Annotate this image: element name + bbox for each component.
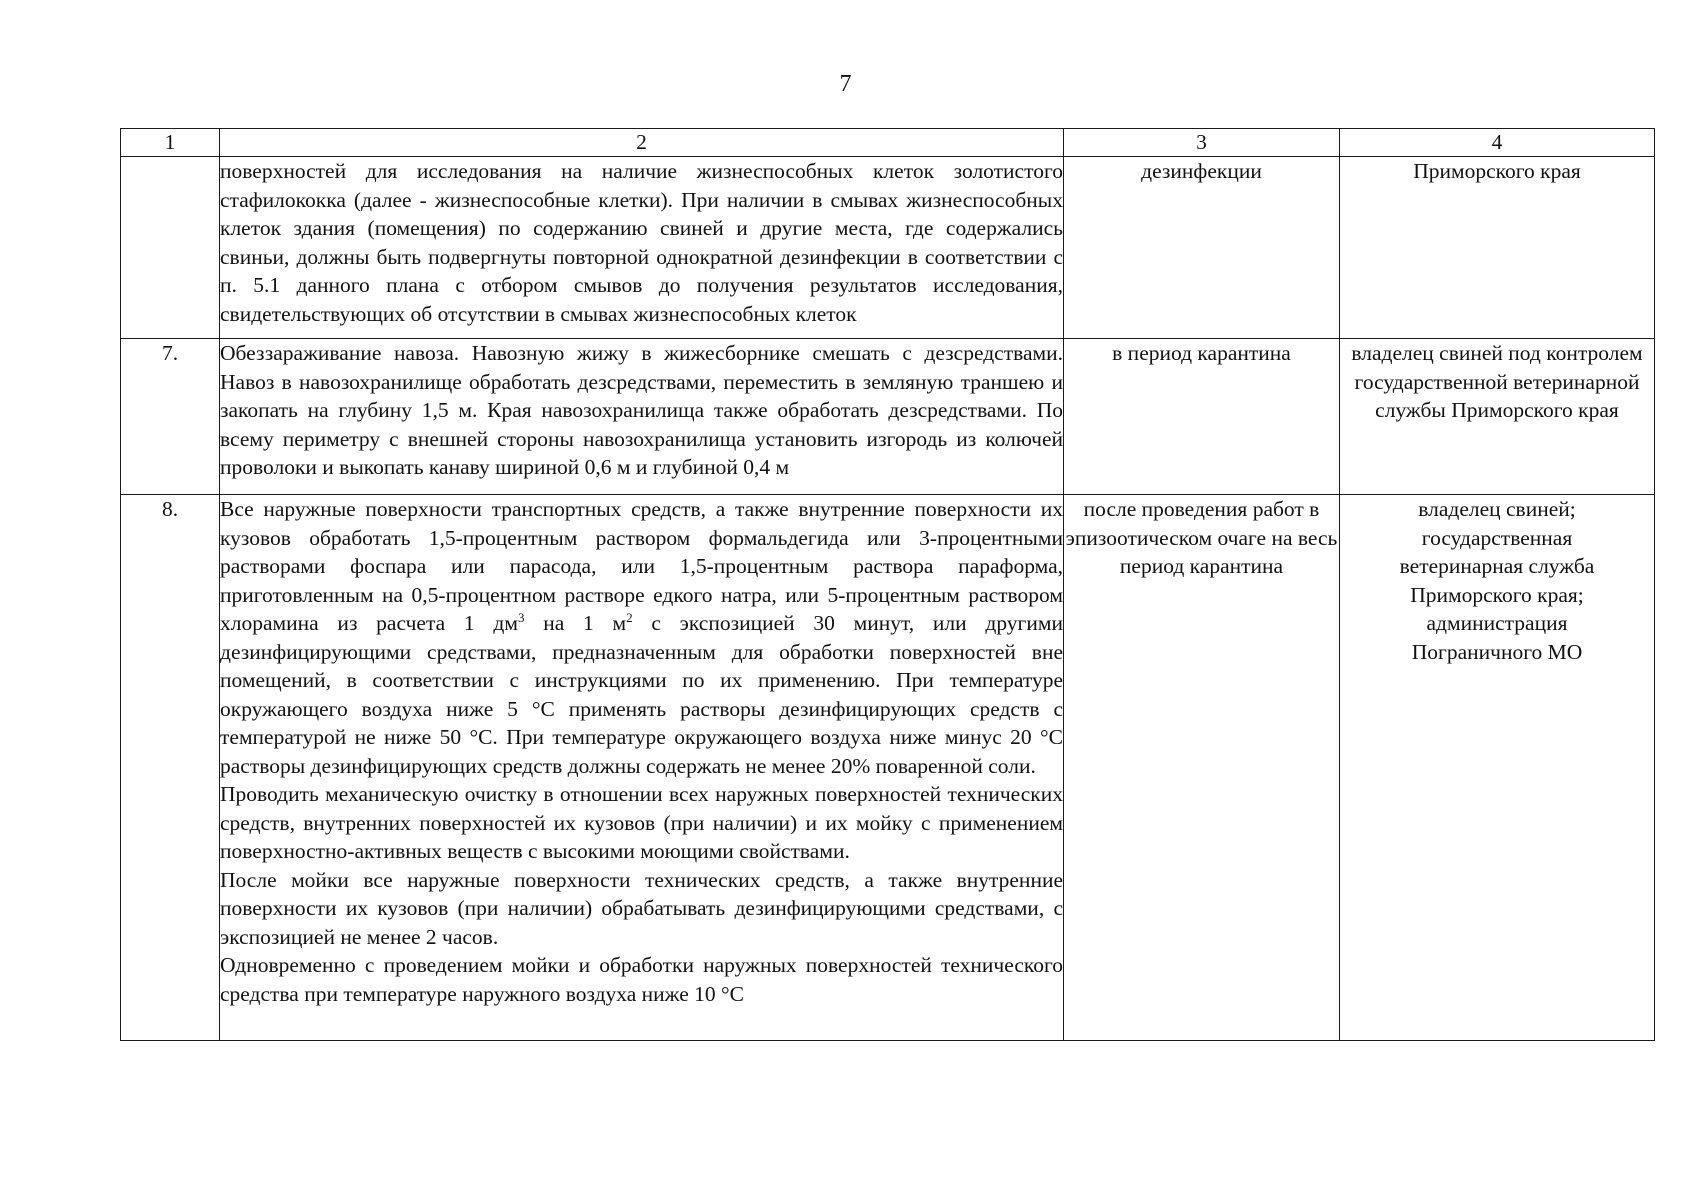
table-row — [121, 339, 1655, 495]
measures-table — [120, 128, 1655, 1041]
measure-responsible: владелец свиней под контролем государственной ветеринарной службы Приморского края — [1340, 339, 1655, 495]
description-paragraph: Обеззараживание навоза. Навозную жижу в жижесборнике смешать с дезсредствами. Навоз в навозохранилище обработать дезсредствами, переместить в земляную траншею и закопать на глубину 1,5 м. Края навозохранилища также обработать дезсредствами. По всему периметру с внешней стороны навозохранилища установить изгородь из колючей проволоки и выкопать канаву шириной 0,6 м и глубиной 0,4 м — [220, 341, 1063, 479]
text-segment: Все наружные поверхности транспортных средств, а также внутренние поверхности их кузовов обработать 1,5-процентным раствором формальдегида или 3-процентными растворами фоспара или парасода, или 1,5-процентным раствора параформа, приготовленным на 0,5-процентном растворе едкого натра, или 5-процентным раствором хлорамина из расчета 1 дм — [220, 497, 1063, 635]
description-paragraph: Проводить механическую очистку в отношении всех наружных поверхностей технических средств, внутренних поверхностей их кузовов (при наличии) и их мойку с применением поверхностно-активных веществ с высокими моющими свойствами. — [220, 782, 1063, 863]
measure-description — [220, 157, 1064, 339]
table-row — [121, 495, 1655, 1041]
description-paragraph: Одновременно с проведением мойки и обработки наружных поверхностей технического средства при температуре наружного воздуха ниже 10 °С — [220, 953, 1063, 1006]
superscript: 3 — [517, 610, 525, 625]
header-cell-4: 4 — [1340, 129, 1655, 157]
responsible-line: ветеринарная служба — [1399, 554, 1595, 578]
measure-timing: после проведения работ в эпизоотическом очаге на весь период карантина — [1064, 495, 1340, 1041]
responsible-line: администрация — [1426, 611, 1568, 635]
responsible-line: Приморского края; — [1410, 582, 1584, 607]
superscript: 2 — [626, 610, 633, 625]
header-cell-2: 2 — [220, 129, 1064, 157]
header-cell-1: 1 — [121, 129, 220, 157]
measure-description — [220, 495, 1064, 1041]
row-number: 7. — [121, 339, 220, 495]
responsible-line: владелец свиней; — [1418, 497, 1576, 521]
table-header-row — [121, 129, 1655, 157]
measure-timing: дезинфекции — [1064, 157, 1340, 339]
row-number: 8. — [121, 495, 220, 1041]
measure-timing: в период карантина — [1064, 339, 1340, 495]
responsible-line: государственная — [1421, 525, 1573, 550]
row-number — [121, 157, 220, 339]
description-paragraph: поверхностей для исследования на наличие жизнеспособных клеток золотистого стафилококка (далее - жизнеспособные клетки). При наличии в смывах жизнеспособных клеток здания (помещения) по содержанию свиней и другие места, где содержались свиньи, должны быть подвергнуты повторной однократной дезинфекции в соответствии с п. 5.1 данного плана с отбором смывов до получения результатов исследования, свидетельствующих об отсутствии в смывах жизнеспособных клеток — [220, 159, 1063, 326]
text-segment: с экспозицией 30 минут, или другими дезинфицирующими средствами, предназначенным для обработки поверхностей вне помещений, в соответствии с инструкциями по их применению. При температуре окружающего воздуха ниже 5 °С применять растворы дезинфицирующих средств с температурой не ниже 50 °С. При температуре окружающего воздуха ниже минус 20 °С растворы дезинфицирующих средств должны содержать не менее 20% поваренной соли. — [220, 611, 1063, 778]
header-cell-3: 3 — [1064, 129, 1340, 157]
measure-description — [220, 339, 1064, 495]
description-paragraph — [220, 495, 1063, 780]
measure-responsible: Приморского края — [1340, 157, 1655, 339]
responsible-line: Пограничного МО — [1411, 639, 1583, 664]
text-segment: на 1 м — [524, 611, 627, 635]
measure-responsible — [1340, 495, 1655, 1041]
table-row — [121, 157, 1655, 339]
page-number: 7 — [839, 71, 852, 97]
description-paragraph: После мойки все наружные поверхности технических средств, а также внутренние поверхности их кузовов (при наличии) обрабатывать дезинфицирующими средствами, с экспозицией не менее 2 часов. — [220, 867, 1063, 949]
